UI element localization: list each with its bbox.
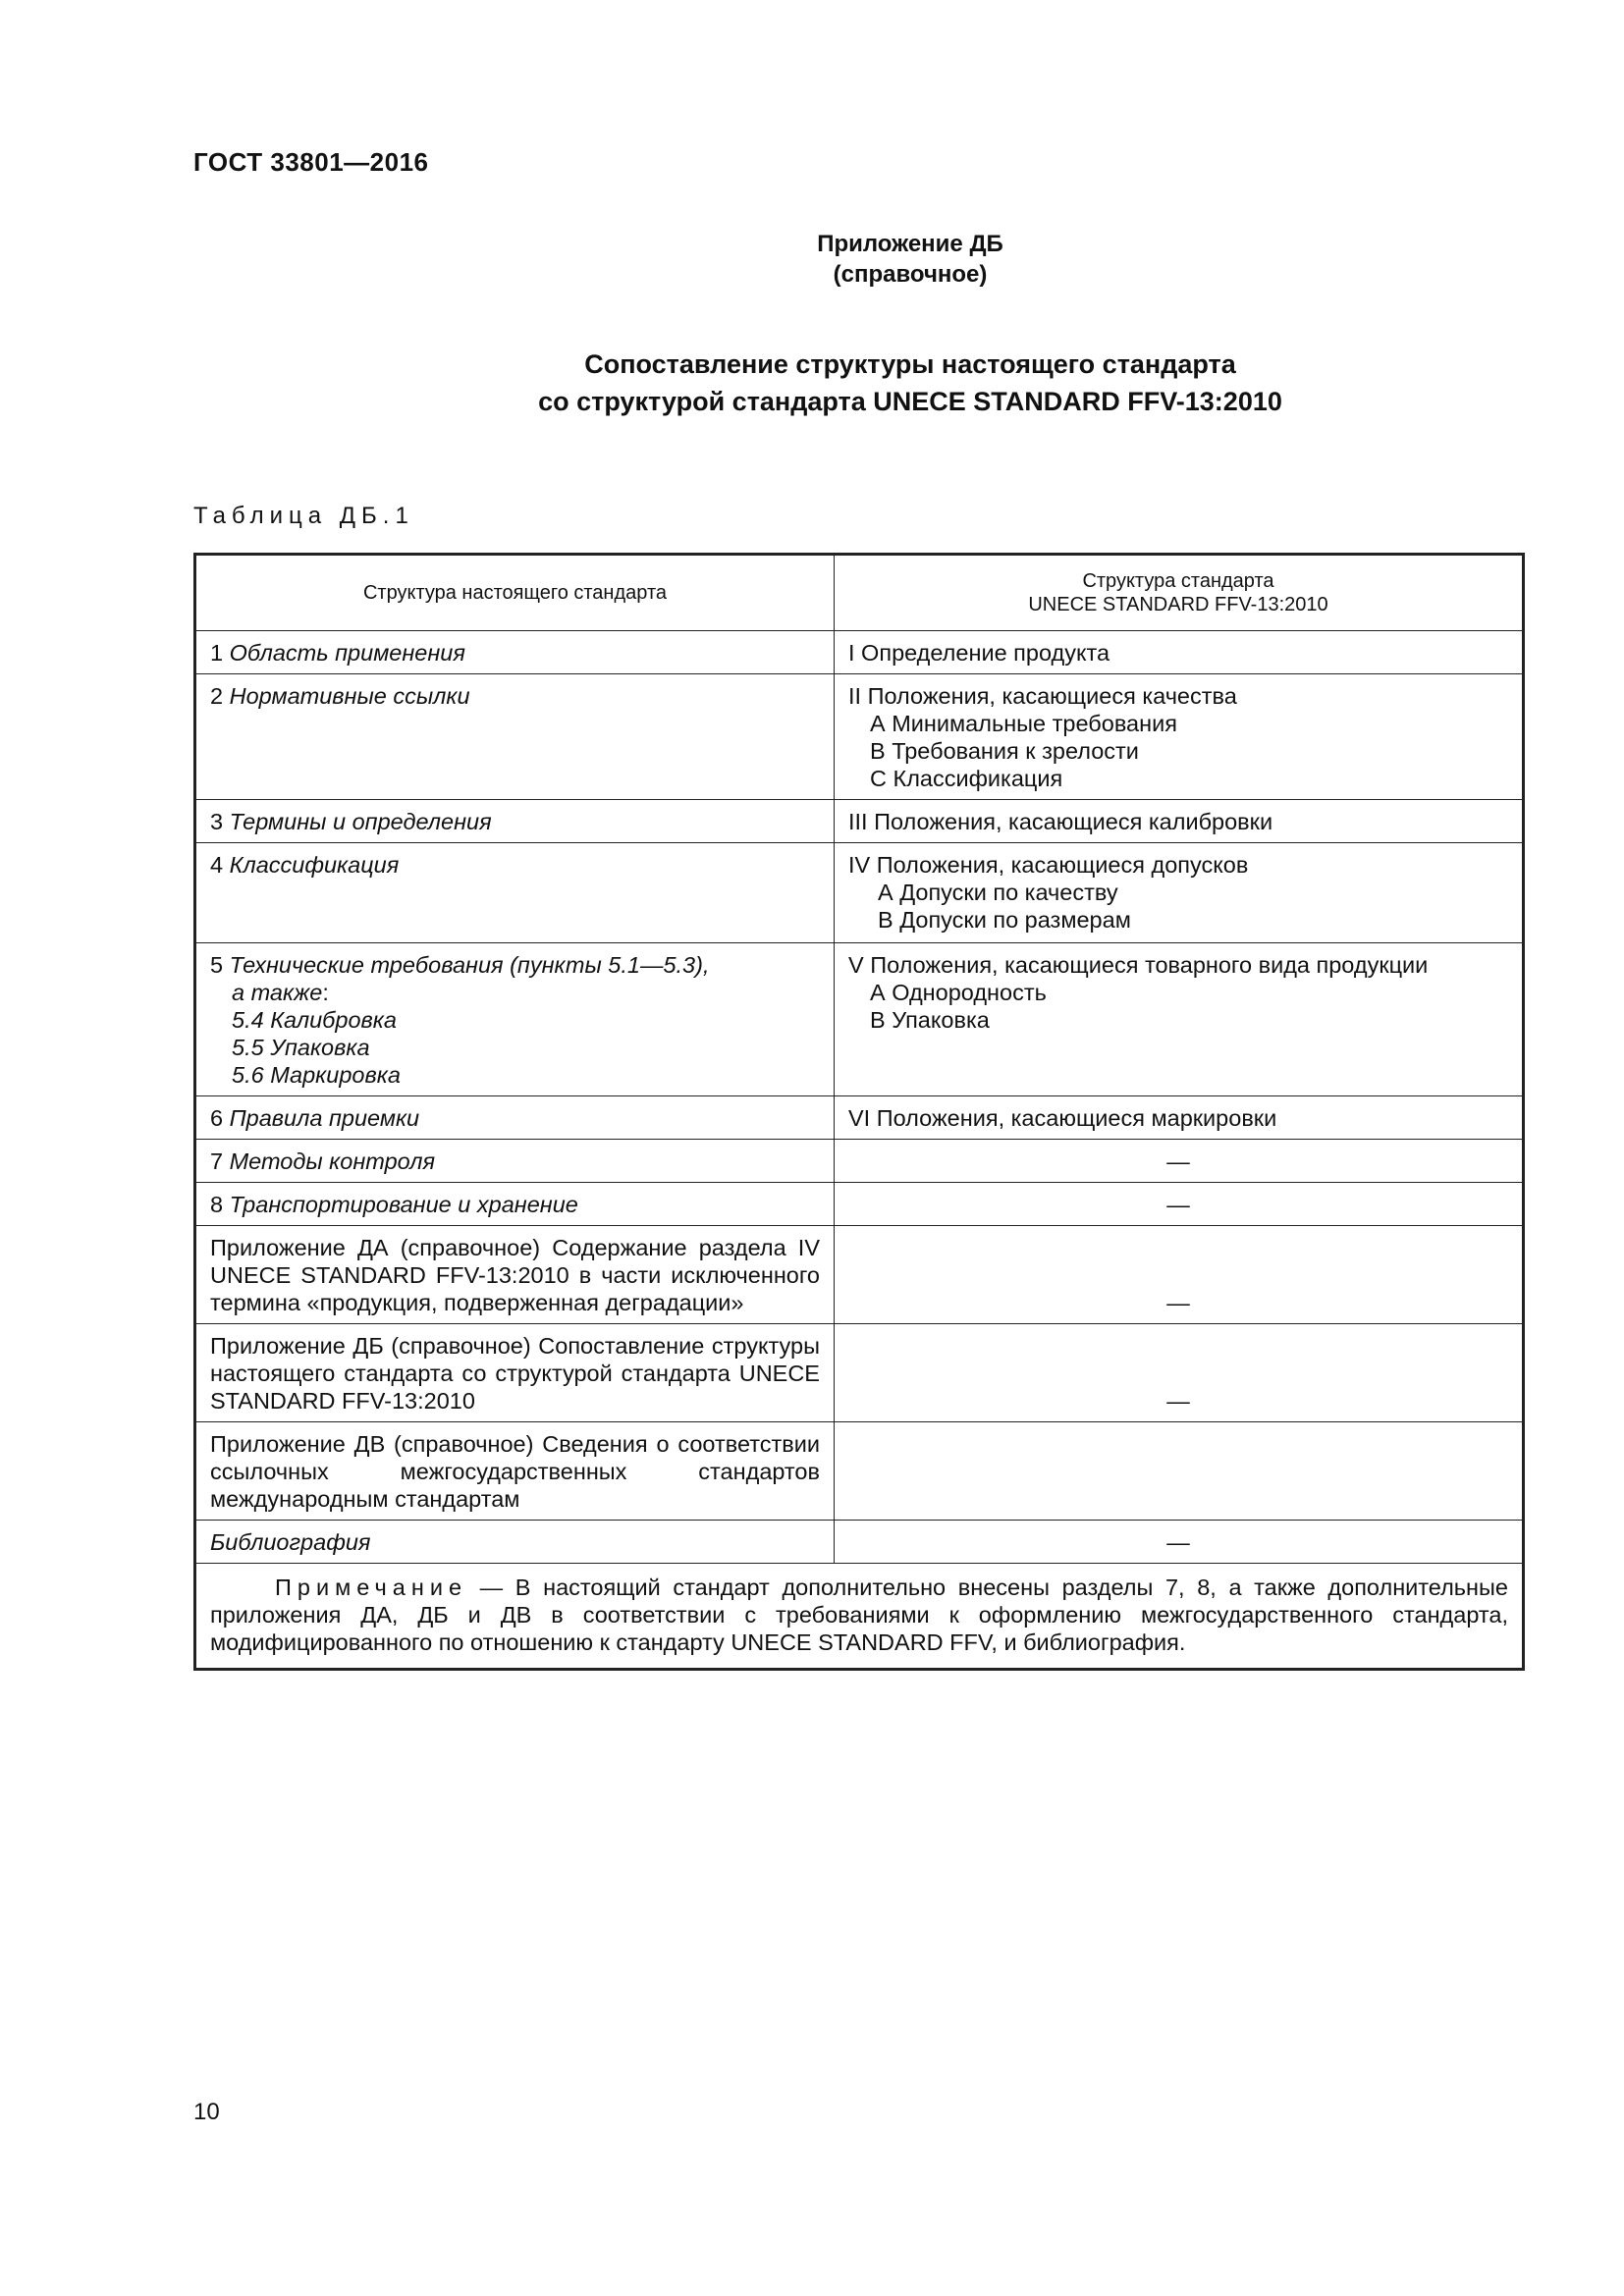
unece-section: V Положения, касающиеся товарного вида продукции: [848, 952, 1429, 978]
page-number: 10: [193, 2099, 220, 2125]
table-cell-left: [195, 800, 835, 843]
table-cell-right: I Определение продукта: [835, 631, 1524, 674]
table-cell-left: [195, 1140, 835, 1183]
section-title-text: Технические требования (пункты 5.1—5.3),: [229, 952, 710, 978]
section-number: 2: [210, 683, 224, 709]
column-header-unece-standard: [835, 555, 1524, 631]
appendix-heading: [0, 229, 1624, 290]
section-title-line1: Сопоставление структуры настоящего стандарта: [584, 349, 1236, 379]
section-title-text: Классификация: [229, 852, 400, 878]
unece-section: IV Положения, касающиеся допусков: [848, 852, 1249, 878]
section-number: 1: [210, 640, 224, 666]
table-cell-right: [835, 943, 1524, 1096]
table-cell-left: [195, 943, 835, 1096]
table-cell-left: Приложение ДБ (справочное) Сопоставление структуры настоящего стандарта со структурой стандарта UNECE STANDARD FFV-13:2010: [195, 1324, 835, 1422]
table-cell-right: —: [835, 1183, 1524, 1226]
table-note: [195, 1564, 1524, 1670]
subsection-item: 5.6 Маркировка: [232, 1062, 401, 1088]
table-cell-right: III Положения, касающиеся калибровки: [835, 800, 1524, 843]
unece-subsection: А Однородность: [870, 980, 1047, 1005]
section-title-text: Нормативные ссылки: [229, 683, 470, 709]
table-cell-left: Приложение ДВ (справочное) Сведения о соответствии ссылочных межгосударственных стандартов международным стандартам: [195, 1422, 835, 1521]
table-row: [195, 674, 1524, 800]
unece-subsection: А Допуски по качеству: [878, 880, 1118, 905]
unece-subsection: В Требования к зрелости: [870, 738, 1139, 764]
table-row: [195, 800, 1524, 843]
table-cell-left: [195, 674, 835, 800]
table-cell-left: Приложение ДА (справочное) Содержание раздела IV UNECE STANDARD FFV-13:2010 в части исключенного термина «продукция, подверженная деградации»: [195, 1226, 835, 1324]
table-cell-right: —: [835, 1140, 1524, 1183]
table-cell-left: [195, 1096, 835, 1140]
table-row: [195, 1183, 1524, 1226]
unece-subsection: В Допуски по размерам: [878, 907, 1131, 933]
table-cell-left: [195, 843, 835, 943]
table-cell-right: [835, 843, 1524, 943]
unece-subsection: А Минимальные требования: [870, 711, 1177, 736]
appendix-subtitle: (справочное): [833, 261, 988, 288]
note-text: — В настоящий стандарт дополнительно внесены разделы 7, 8, а также дополнительные приложения ДА, ДБ и ДВ в соответствии с требованиями к оформлению межгосударственного стандарта, модифицированного по отношению к стандарту UNECE STANDARD FFV, и библиография.: [210, 1575, 1508, 1655]
column-header-unece-line1: Структура стандарта: [1082, 570, 1274, 592]
subsection-item: 5.4 Калибровка: [232, 1007, 397, 1033]
section-title-text: Методы контроля: [229, 1148, 436, 1174]
section-number: 3: [210, 809, 224, 834]
section-number: 5: [210, 952, 224, 978]
table-row: [195, 1422, 1524, 1521]
column-header-unece-line2: UNECE STANDARD FFV-13:2010: [1028, 594, 1328, 615]
table-row: [195, 1096, 1524, 1140]
table-row: [195, 631, 1524, 674]
appendix-title: Приложение ДБ: [817, 231, 1003, 257]
table-row: [195, 843, 1524, 943]
section-number: 6: [210, 1105, 224, 1131]
section-title-line2: со структурой стандарта UNECE STANDARD FFV-13:2010: [538, 387, 1282, 416]
unece-subsection: С Классификация: [870, 766, 1063, 791]
table-note-row: [195, 1564, 1524, 1670]
document-code: ГОСТ 33801—2016: [193, 147, 429, 177]
section-number: 7: [210, 1148, 224, 1174]
table-caption: Таблица ДБ.1: [193, 503, 414, 529]
section-number: 8: [210, 1192, 224, 1217]
table-cell-right: —: [835, 1324, 1524, 1422]
section-title-text: Правила приемки: [229, 1105, 420, 1131]
table-cell-right: —: [835, 1521, 1524, 1564]
subsection-item: 5.5 Упаковка: [232, 1035, 370, 1060]
table-row: [195, 1226, 1524, 1324]
table-cell-right: —: [835, 1226, 1524, 1324]
unece-subsection: В Упаковка: [870, 1007, 990, 1033]
subsection-intro: а также: [232, 980, 323, 1005]
table-cell-left: [195, 1183, 835, 1226]
subsection-intro-colon: :: [322, 980, 329, 1005]
table-cell-left: [195, 631, 835, 674]
section-title-text: Транспортирование и хранение: [229, 1192, 578, 1217]
section-title-text: Термины и определения: [229, 809, 492, 834]
table-row: [195, 1140, 1524, 1183]
note-label: Примечание: [275, 1575, 468, 1600]
table-header-row: [195, 555, 1524, 631]
unece-section: II Положения, касающиеся качества: [848, 683, 1237, 709]
table-cell-right: [835, 674, 1524, 800]
section-title-text: Область применения: [229, 640, 465, 666]
section-title: [0, 346, 1624, 420]
section-number: 4: [210, 852, 224, 878]
table-row: [195, 1521, 1524, 1564]
column-header-current-standard: Структура настоящего стандарта: [195, 555, 835, 631]
table-cell-right: [835, 1422, 1524, 1521]
structure-comparison-table: [193, 553, 1525, 1671]
table-row: [195, 943, 1524, 1096]
table-row: [195, 1324, 1524, 1422]
table-cell-left: Библиография: [195, 1521, 835, 1564]
table-cell-right: VI Положения, касающиеся маркировки: [835, 1096, 1524, 1140]
